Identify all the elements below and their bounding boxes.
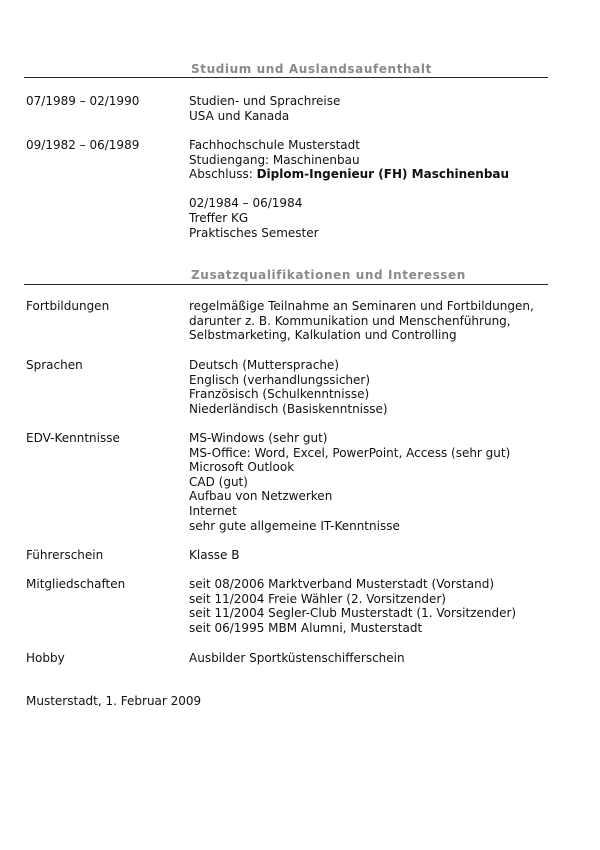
- row-line: Englisch (verhandlungssicher): [189, 372, 371, 387]
- section-heading-zusatzqualifikationen: Zusatzqualifikationen und Interessen: [191, 268, 466, 282]
- degree-line: [189, 167, 509, 182]
- row-body: [189, 358, 388, 416]
- row-line: Französisch (Schulkenntnisse): [189, 387, 370, 402]
- row-line: seit 06/1995 MBM Alumni, Musterstadt: [189, 620, 423, 635]
- row-line: darunter z. B. Kommunikation und Menschenführung,: [189, 313, 511, 328]
- row-label: Fortbildungen: [26, 299, 110, 313]
- row-line: Studiengang: Maschinenbau: [189, 152, 360, 167]
- row-body: [189, 94, 340, 123]
- row-line: Klasse B: [189, 548, 240, 562]
- row-line: 02/1984 – 06/1984: [189, 196, 303, 211]
- row-line: MS-Windows (sehr gut): [189, 431, 328, 445]
- row-line: Praktisches Semester: [189, 225, 319, 240]
- row-line: sehr gute allgemeine IT-Kenntnisse: [189, 518, 400, 533]
- row-label: Mitgliedschaften: [26, 577, 126, 591]
- place-date: Musterstadt, 1. Februar 2009: [26, 694, 202, 708]
- row-body: [189, 138, 509, 240]
- row-line: Deutsch (Muttersprache): [189, 358, 339, 372]
- row-label: Sprachen: [26, 358, 83, 372]
- row-line: Treffer KG: [189, 210, 249, 225]
- row-label: 09/1982 – 06/1989: [26, 138, 140, 152]
- row-body: [189, 548, 240, 563]
- row-label: Führerschein: [26, 548, 104, 562]
- row-body: [189, 431, 510, 533]
- row-line: Studien- und Sprachreise: [189, 94, 341, 108]
- row-line: seit 11/2004 Freie Wähler (2. Vorsitzender): [189, 591, 446, 606]
- row-line: MS-Office: Word, Excel, PowerPoint, Access (sehr gut): [189, 445, 511, 460]
- row-body: [189, 577, 516, 635]
- degree-value: Diplom-Ingenieur (FH) Maschinenbau: [256, 167, 510, 182]
- row-line: Selbstmarketing, Kalkulation und Controlling: [189, 328, 457, 343]
- row-line: regelmäßige Teilnahme an Seminaren und Fortbildungen,: [189, 299, 534, 313]
- row-line: Niederländisch (Basiskenntnisse): [189, 401, 388, 416]
- line-gap: [189, 182, 509, 197]
- row-body: [189, 651, 405, 666]
- section-heading-studium: Studium und Auslandsaufenthalt: [191, 62, 432, 76]
- row-line: Ausbilder Sportküstenschifferschein: [189, 651, 405, 665]
- row-label: 07/1989 – 02/1990: [26, 94, 140, 108]
- row-line: Fachhochschule Musterstadt: [189, 138, 360, 152]
- row-line: Internet: [189, 503, 237, 518]
- row-line: seit 11/2004 Segler-Club Musterstadt (1. Vorsitzender): [189, 606, 517, 621]
- row-line: seit 08/2006 Marktverband Musterstadt (Vorstand): [189, 577, 495, 591]
- row-line: CAD (gut): [189, 474, 248, 489]
- row-line: Microsoft Outlook: [189, 460, 295, 475]
- row-line: Aufbau von Netzwerken: [189, 489, 333, 504]
- row-body: [189, 299, 534, 343]
- row-label: Hobby: [26, 651, 65, 665]
- degree-prefix: Abschluss:: [189, 167, 257, 182]
- section-divider: [24, 284, 548, 285]
- row-line: USA und Kanada: [189, 108, 290, 123]
- section-divider: [24, 77, 548, 78]
- row-label: EDV-Kenntnisse: [26, 431, 120, 445]
